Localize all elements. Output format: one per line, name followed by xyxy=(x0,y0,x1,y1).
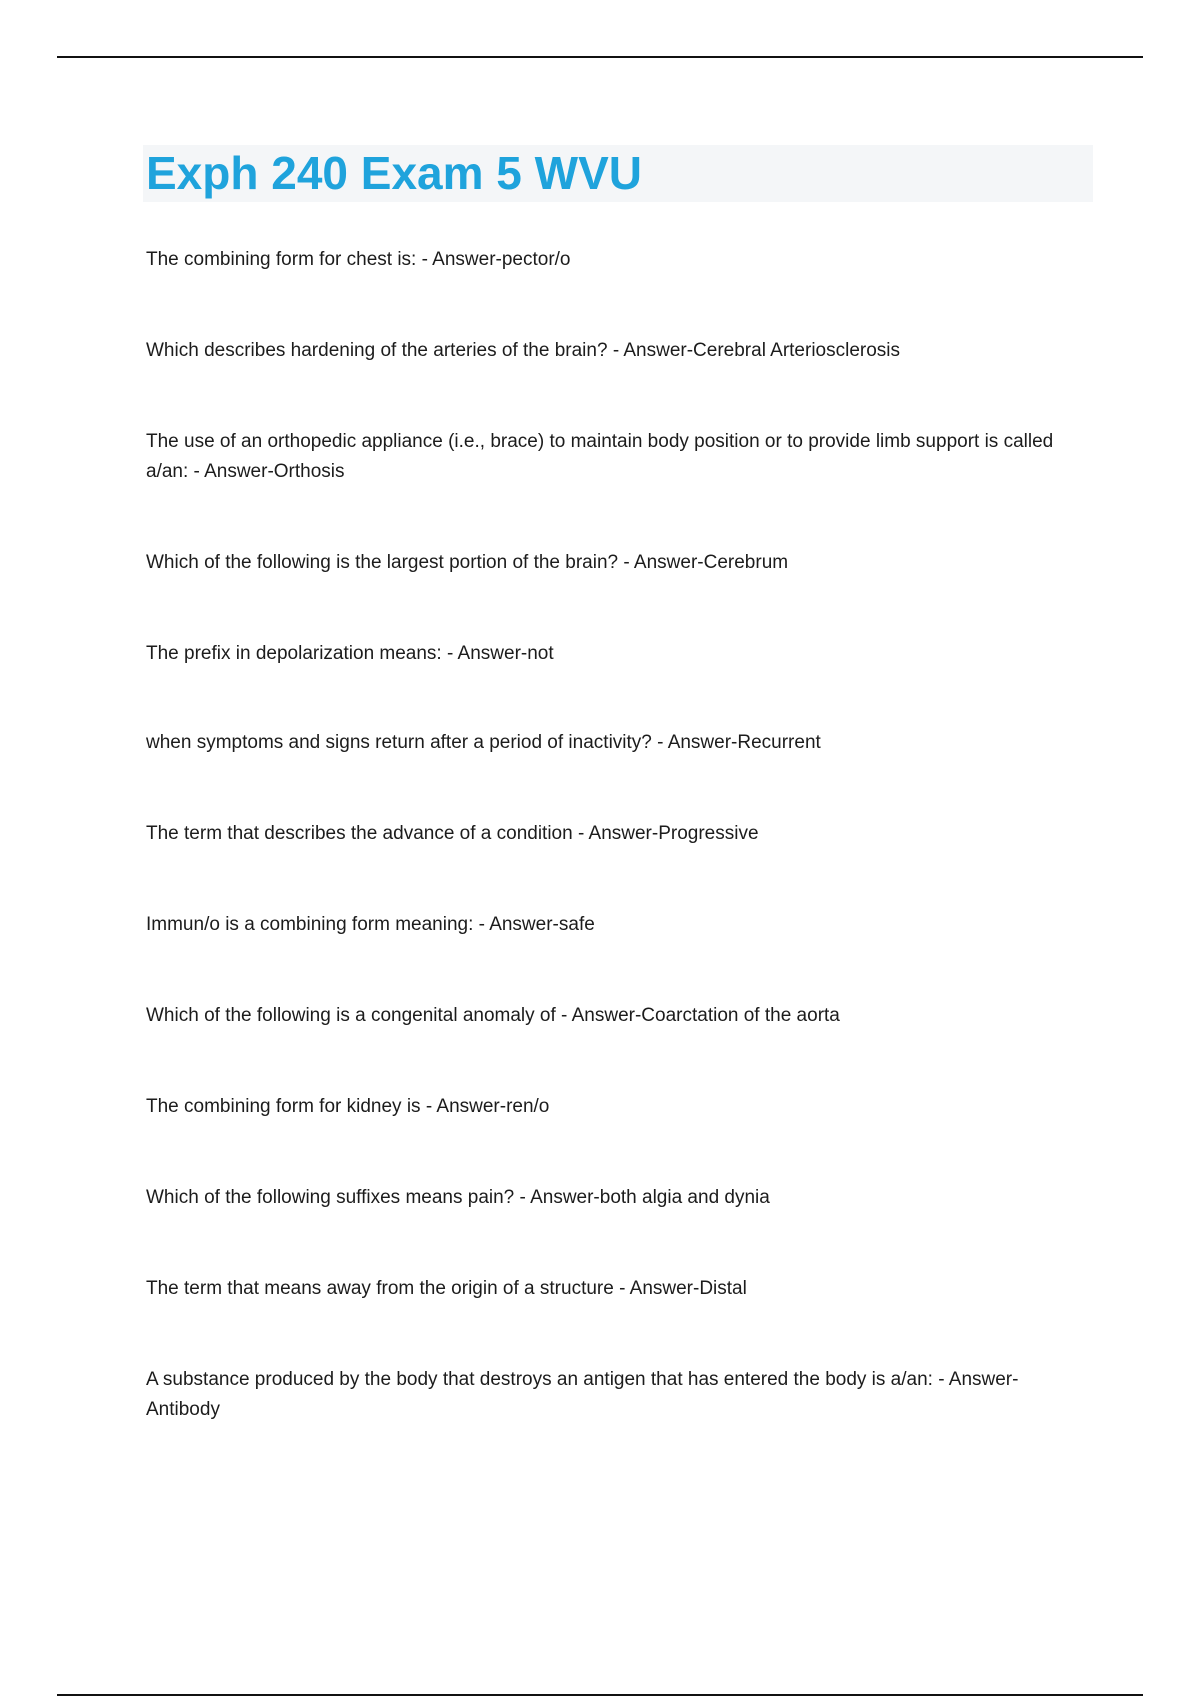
qa-item: Which describes hardening of the arteries of the brain? - Answer-Cerebral Arteriosclerosis xyxy=(146,340,901,361)
qa-item: The use of an orthopedic appliance (i.e., brace) to maintain body position or to provide limb support is called a/an: - Answer-Orthosis xyxy=(146,431,1054,482)
qa-item: when symptoms and signs return after a period of inactivity? - Answer-Recurrent xyxy=(146,732,821,753)
qa-item: Which of the following is the largest portion of the brain? - Answer-Cerebrum xyxy=(146,552,789,573)
qa-item: The term that describes the advance of a condition - Answer-Progressive xyxy=(146,823,759,844)
bottom-rule xyxy=(57,1694,1143,1696)
qa-item: Which of the following is a congenital anomaly of - Answer-Coarctation of the aorta xyxy=(146,1005,840,1026)
qa-item: The combining form for kidney is - Answer-ren/o xyxy=(146,1096,550,1117)
top-rule xyxy=(57,56,1143,58)
qa-item: The term that means away from the origin of a structure - Answer-Distal xyxy=(146,1278,747,1299)
qa-item: The prefix in depolarization means: - Answer-not xyxy=(146,643,554,664)
qa-item: Immun/o is a combining form meaning: - Answer-safe xyxy=(146,914,595,935)
qa-item: Which of the following suffixes means pain? - Answer-both algia and dynia xyxy=(146,1187,770,1208)
qa-item: The combining form for chest is: - Answer-pector/o xyxy=(146,249,571,270)
qa-item: A substance produced by the body that destroys an antigen that has entered the body is a/an: - Answer-Antibody xyxy=(146,1369,1019,1420)
document-title: Exph 240 Exam 5 WVU xyxy=(146,147,642,199)
